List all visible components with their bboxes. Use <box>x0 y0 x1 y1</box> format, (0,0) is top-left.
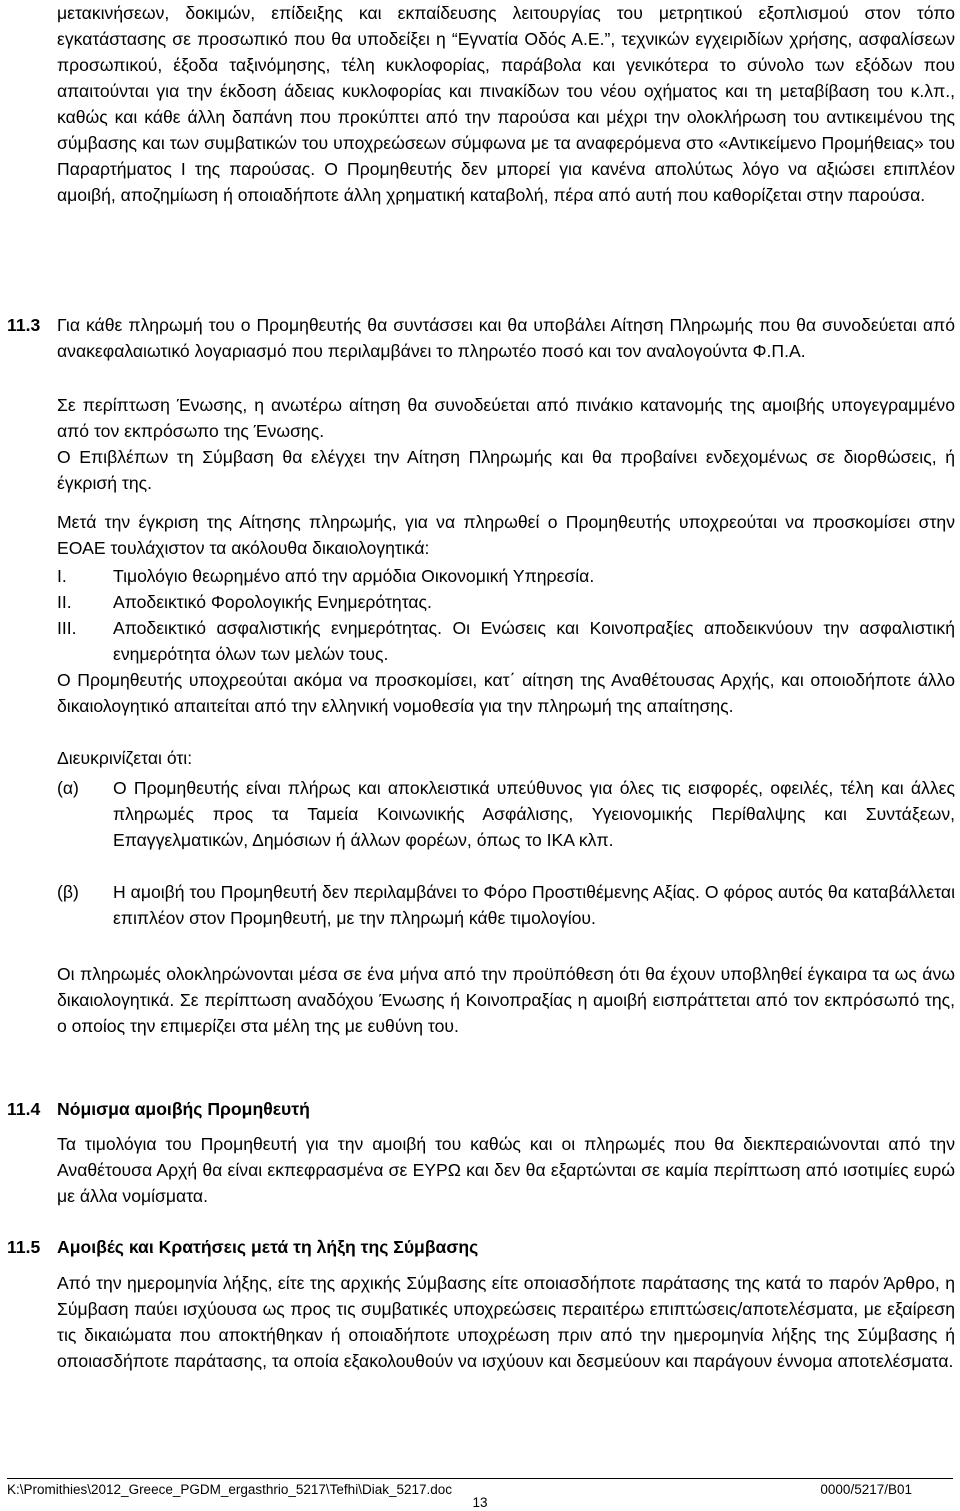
paragraph-after-approval: Μετά την έγκριση της Αίτησης πληρωμής, για να πληρωθεί ο Προμηθευτής υποχρεούται να προσκομίσει στην ΕΟΑΕ τουλάχιστον τα ακόλουθα δικαιολογητικά: <box>57 512 955 558</box>
paragraph-payment-request: Για κάθε πληρωμή του ο Προμηθευτής θα συντάσσει και θα υποβάλει Αίτηση Πληρωμής που θα συνοδεύεται από ανακεφαλαιωτικό λογαριασμό που περιλαμβάνει το πληρωτέο ποσό και τον αναλογούντα Φ.Π.Α. <box>57 315 955 361</box>
list-mark-roman: Ι. <box>57 566 67 586</box>
footer-document-code: 0000/5217/B01 <box>820 1482 912 1497</box>
section-number-11-4: 11.4 <box>7 1099 41 1119</box>
list-item-roman: Αποδεικτικό Φορολογικής Ενημερότητας. <box>113 592 432 612</box>
footer-divider <box>7 1478 953 1479</box>
footer-file-path: K:\Promithies\2012_Greece_PGDM_ergasthrio_5217\Tefhi\Diak_5217.doc <box>7 1482 453 1497</box>
list-item-greek: Η αμοιβή του Προμηθευτή δεν περιλαμβάνει το Φόρο Προστιθέμενης Αξίας. Ο φόρος αυτός θα καταβάλλεται επιπλέον στον Προμηθευτή, με την πληρωμή κάθε τιμολογίου. <box>113 882 955 928</box>
paragraph-costs: μετακινήσεων, δοκιμών, επίδειξης και εκπαίδευσης λειτουργίας του μετρητικού εξοπλισμού στον τόπο εγκατάστασης σε προσωπικό που θα υποδείξει η “Εγνατία Οδός Α.Ε.”, τεχνικών εγχειριδίων χρήσης, ασφαλίσεων προσωπικού, έξοδα ταξινόμησης, τέλη κυκλοφορίας, παράβολα και γενικότερα το σύνολο των εξόδων που απαιτούνται για την έκδοση άδειας κυκλοφορίας και πινακίδων του νέου οχήματος και τη μεταβίβαση του κ.λπ., καθώς και κάθε άλλη δαπάνη που προκύπτει από την παρούσα και μέχρι την ολοκλήρωση του αντικειμένου της σύμβασης και των συμβατικών του υποχρεώσεων σύμφωνα με τα αναφερόμενα στο «Αντικείμενο Προμήθειας» του Παραρτήματος Ι της παρούσας. Ο Προμηθευτής δεν μπορεί για κανένα απολύτως λόγο να αξιώσει επιπλέον αμοιβή, αποζημίωση ή οποιαδήποτε άλλη χρηματική καταβολή, πέρα από αυτή που καθορίζεται στην παρούσα. <box>57 3 955 205</box>
section-title-currency: Νόμισμα αμοιβής Προμηθευτή <box>57 1099 310 1119</box>
paragraph-clarification: Διευκρινίζεται ότι: <box>57 748 193 768</box>
paragraph-currency: Τα τιμολόγια του Προμηθευτή για την αμοιβή του καθώς και οι πληρωμές που θα διεκπεραιώνονται από την Αναθέτουσα Αρχή θα είναι εκπεφρασμένα σε ΕΥΡΩ και δεν θα εξαρτώνται σε καμία περίπτωση από ισοτιμίες ευρώ με άλλα νομίσματα. <box>57 1134 955 1206</box>
list-mark-roman: ΙΙΙ. <box>57 618 77 638</box>
list-item-greek: Ο Προμηθευτής είναι πλήρως και αποκλειστικά υπεύθυνος για όλες τις εισφορές, οφειλές, τέλη και άλλες πληρωμές προς τα Ταμεία Κοινωνικής Ασφάλισης, Υγειονομικής Περίθαλψης και Συντάξεων, Επαγγελματικών, Δημόσιων ή άλλων φορέων, όπως το ΙΚΑ κλπ. <box>113 778 955 850</box>
section-number-11-3: 11.3 <box>7 315 41 335</box>
paragraph-after-expiry: Από την ημερομηνία λήξης, είτε της αρχικής Σύμβασης είτε οποιασδήποτε παράτασης της κατά το παρόν Άρθρο, η Σύμβαση παύει ισχύουσα ως προς τις συμβατικές υποχρεώσεις περαιτέρω επιπτώσεις/αποτελέσματα, με εξαίρεση τις δικαιώματα που αποκτήθηκαν ή οποιαδήποτε υποχρέωση πριν από την ημερομηνία λήξης της Σύμβασης ή οποιασδήποτε παράτασης, τα οποία εξακολουθούν να ισχύουν και δεσμεύουν και παράγουν έννομα αποτελέσματα. <box>57 1273 955 1371</box>
paragraph-additional-documents: Ο Προμηθευτής υποχρεούται ακόμα να προσκομίσει, κατ΄ αίτηση της Αναθέτουσας Αρχής, και οποιοδήποτε άλλο δικαιολογητικό απαιτείται από την ελληνική νομοθεσία για την πληρωμή της απαίτησης. <box>57 670 955 716</box>
section-title-after-expiry: Αμοιβές και Κρατήσεις μετά τη λήξη της Σύμβασης <box>57 1237 479 1257</box>
list-mark-greek: (α) <box>57 778 79 798</box>
paragraph-supervisor-check: Ο Επιβλέπων τη Σύμβαση θα ελέγχει την Αίτηση Πληρωμής και θα προβαίνει ενδεχομένως σε διορθώσεις, ή έγκρισή της. <box>57 447 955 493</box>
page-number: 13 <box>472 1495 488 1510</box>
list-mark-roman: ΙΙ. <box>57 592 72 612</box>
list-mark-greek: (β) <box>57 882 79 902</box>
section-number-11-5: 11.5 <box>7 1237 41 1257</box>
list-item-roman: Τιμολόγιο θεωρημένο από την αρμόδια Οικονομική Υπηρεσία. <box>113 566 595 586</box>
list-item-roman: Αποδεικτικό ασφαλιστικής ενημερότητας. Οι Ενώσεις και Κοινοπραξίες αποδεικνύουν την ασφαλιστική ενημερότητα όλων των μελών τους. <box>113 618 955 664</box>
paragraph-joint-venture: Σε περίπτωση Ένωσης, η ανωτέρω αίτηση θα συνοδεύεται από πινάκιο κατανομής της αμοιβής υπογεγραμμένο από τον εκπρόσωπο της Ένωσης. <box>57 395 955 441</box>
paragraph-payment-timing: Οι πληρωμές ολοκληρώνονται μέσα σε ένα μήνα από την προϋπόθεση ότι θα έχουν υποβληθεί έγκαιρα τα ως άνω δικαιολογητικά. Σε περίπτωση αναδόχου Ένωσης ή Κοινοπραξίας η αμοιβή εισπράττεται από τον εκπρόσωπό της, ο οποίος την επιμερίζει στα μέλη της με ευθύνη του. <box>57 964 955 1036</box>
